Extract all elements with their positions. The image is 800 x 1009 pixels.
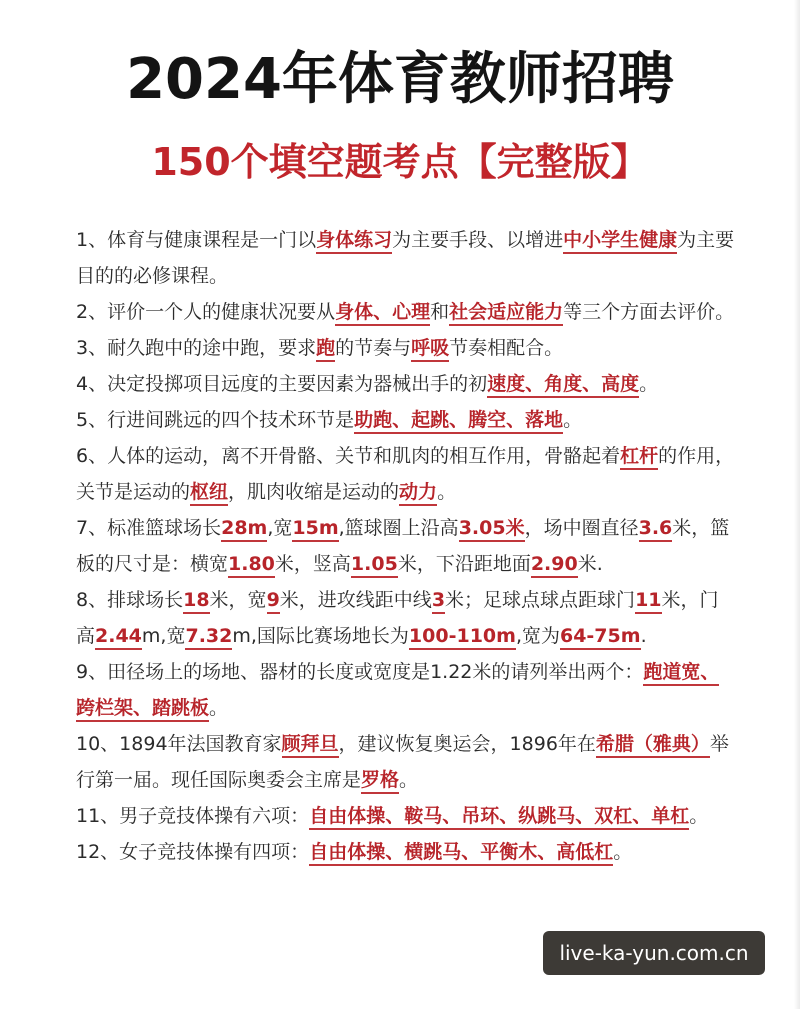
answer-highlight: 自由体操、鞍马、吊环、纵跳马、双杠、单杠 bbox=[309, 805, 689, 830]
question-text: ，场中圈直径 bbox=[524, 517, 639, 539]
question-item bbox=[76, 798, 736, 834]
question-list bbox=[76, 222, 736, 870]
question-item bbox=[76, 834, 736, 870]
question-item bbox=[76, 366, 736, 402]
question-item bbox=[76, 402, 736, 438]
answer-highlight: 身体练习 bbox=[316, 229, 392, 254]
answer-highlight: 11 bbox=[635, 589, 661, 614]
answer-highlight: 15m bbox=[292, 517, 338, 542]
question-text: 和 bbox=[430, 301, 450, 323]
answer-highlight: 1.80 bbox=[228, 553, 275, 578]
question-text: 5、行进间跳远的四个技术环节是 bbox=[76, 409, 355, 431]
question-item bbox=[76, 222, 736, 294]
answer-highlight: 杠杆 bbox=[620, 445, 658, 470]
question-text: 米，门高 bbox=[76, 589, 719, 647]
question-text: . bbox=[640, 625, 647, 647]
answer-highlight: 7.32 bbox=[185, 625, 232, 650]
question-text: 12、女子竞技体操有四项： bbox=[76, 841, 310, 863]
watermark-badge: live-ka-yun.com.cn bbox=[543, 931, 765, 975]
question-text: 米，宽 bbox=[209, 589, 267, 611]
answer-highlight: 动力 bbox=[399, 481, 437, 506]
page-title: 2024年体育教师招聘 bbox=[126, 47, 674, 112]
answer-highlight: 跑道宽、跨栏架、踏跳板 bbox=[76, 661, 719, 722]
question-text: 11、男子竞技体操有六项： bbox=[76, 805, 310, 827]
answer-highlight: 自由体操、横跳马、平衡木、高低杠 bbox=[309, 841, 613, 866]
question-item bbox=[76, 726, 736, 798]
question-text: 。 bbox=[613, 841, 633, 863]
answer-highlight: 18 bbox=[183, 589, 209, 614]
answer-highlight: 速度、角度、高度 bbox=[487, 373, 639, 398]
answer-highlight: 3 bbox=[432, 589, 445, 614]
question-text: 米，下沿距地面 bbox=[397, 553, 531, 575]
answer-highlight: 助跑、起跳、腾空、落地 bbox=[354, 409, 563, 434]
question-text: 。 bbox=[689, 805, 709, 827]
answer-highlight: 64-75m bbox=[560, 625, 641, 650]
answer-highlight: 9 bbox=[267, 589, 280, 614]
question-text: ，建议恢复奥运会，1896年在 bbox=[338, 733, 596, 755]
question-text: 7、标准篮球场长 bbox=[76, 517, 222, 539]
question-item bbox=[76, 294, 736, 330]
answer-highlight: 100-110m bbox=[409, 625, 516, 650]
question-text: 米. bbox=[577, 553, 603, 575]
answer-highlight: 3.6 bbox=[639, 517, 673, 542]
answer-highlight: 身体、心理 bbox=[335, 301, 430, 326]
question-text: ,篮球圈上沿高 bbox=[338, 517, 459, 539]
question-item bbox=[76, 438, 736, 510]
question-item bbox=[76, 330, 736, 366]
question-text: 。 bbox=[639, 373, 659, 395]
question-text: 。 bbox=[437, 481, 457, 503]
question-text: 举行第一届。现任国际奥委会主席是 bbox=[76, 733, 729, 791]
question-text: ，肌肉收缩是运动的 bbox=[228, 481, 400, 503]
question-text: 的节奏与 bbox=[335, 337, 412, 359]
question-text: 米，篮板的尺寸是：横宽 bbox=[76, 517, 730, 575]
question-text: 节奏相配合。 bbox=[449, 337, 564, 359]
answer-highlight: 枢纽 bbox=[190, 481, 228, 506]
answer-highlight: 社会适应能力 bbox=[449, 301, 563, 326]
question-text: 8、排球场长 bbox=[76, 589, 184, 611]
question-text: 2、评价一个人的健康状况要从 bbox=[76, 301, 336, 323]
answer-highlight: 顾拜旦 bbox=[282, 733, 339, 758]
answer-highlight: 2.44 bbox=[95, 625, 142, 650]
question-text: 9、田径场上的场地、器材的长度或宽度是1.22米的请列举出两个： bbox=[76, 661, 644, 683]
question-text: 米，进攻线距中线 bbox=[279, 589, 432, 611]
question-text: m,宽 bbox=[141, 625, 186, 647]
answer-highlight: 3.05米 bbox=[459, 517, 525, 542]
question-text: 。 bbox=[209, 697, 229, 719]
question-text: 10、1894年法国教育家 bbox=[76, 733, 282, 755]
question-text: ,宽为 bbox=[515, 625, 560, 647]
question-text: 3、耐久跑中的途中跑，要求 bbox=[76, 337, 317, 359]
question-text: 为主要目的的必修课程。 bbox=[76, 229, 735, 287]
question-item bbox=[76, 654, 736, 726]
question-item bbox=[76, 510, 736, 582]
question-text: 等三个方面去评价。 bbox=[563, 301, 735, 323]
question-text: 6、人体的运动，离不开骨骼、关节和肌肉的相互作用，骨骼起着 bbox=[76, 445, 621, 467]
question-text: 。 bbox=[399, 769, 419, 791]
question-text: 米，竖高 bbox=[274, 553, 351, 575]
question-text: ,宽 bbox=[267, 517, 293, 539]
answer-highlight: 1.05 bbox=[351, 553, 398, 578]
question-text: 1、体育与健康课程是一门以 bbox=[76, 229, 317, 251]
answer-highlight: 中小学生健康 bbox=[563, 229, 677, 254]
question-text: m,国际比赛场地长为 bbox=[232, 625, 409, 647]
question-text: 米；足球点球点距球门 bbox=[445, 589, 636, 611]
question-text: 为主要手段、以增进 bbox=[392, 229, 564, 251]
page-subtitle: 150个填空题考点【完整版】 bbox=[151, 140, 649, 184]
answer-highlight: 希腊（雅典） bbox=[596, 733, 710, 758]
answer-highlight: 跑 bbox=[316, 337, 335, 362]
question-text: 。 bbox=[563, 409, 583, 431]
answer-highlight: 2.90 bbox=[531, 553, 578, 578]
question-text: 4、决定投掷项目远度的主要因素为器械出手的初 bbox=[76, 373, 488, 395]
question-item bbox=[76, 582, 736, 654]
answer-highlight: 罗格 bbox=[361, 769, 399, 794]
answer-highlight: 28m bbox=[221, 517, 267, 542]
answer-highlight: 呼吸 bbox=[411, 337, 449, 362]
question-text: 的作用，关节是运动的 bbox=[76, 445, 735, 503]
